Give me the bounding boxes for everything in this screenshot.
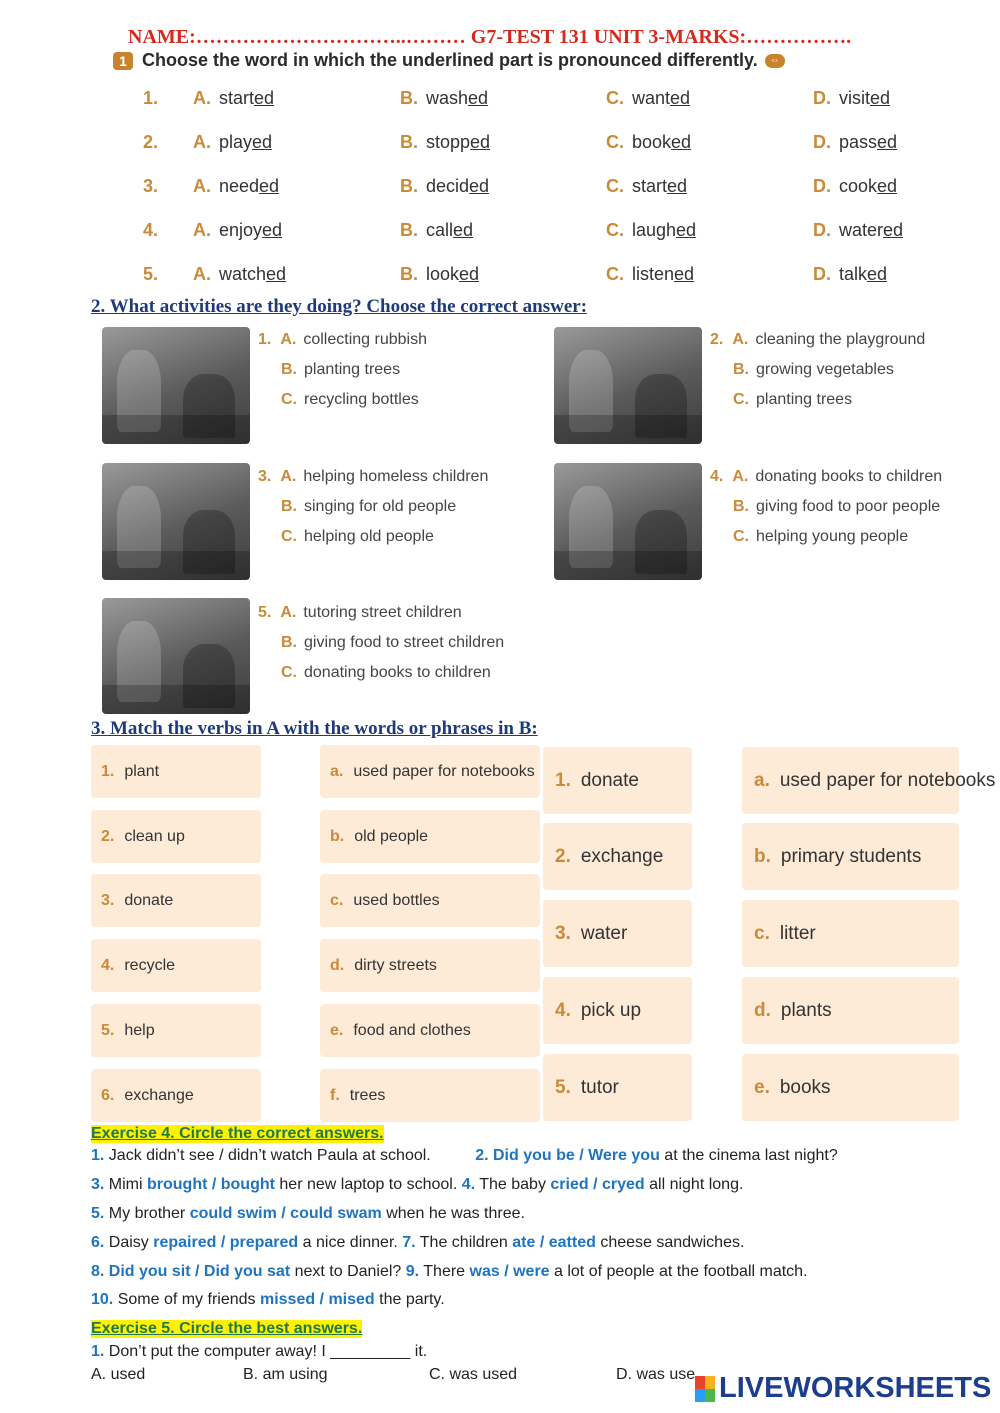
match-card[interactable]: [742, 977, 959, 1044]
underlined-part: ed: [262, 220, 283, 240]
sentence-text: at the cinema last night?: [659, 1147, 838, 1164]
match-card[interactable]: [91, 1069, 261, 1122]
card-key: 3.: [101, 891, 115, 909]
option-text: collecting rubbish: [303, 331, 427, 348]
sentence-text: My brother: [104, 1205, 190, 1222]
card-text: exchange: [124, 1086, 194, 1104]
answer-option[interactable]: [193, 88, 274, 109]
match-card[interactable]: [91, 745, 261, 798]
exercise5-title: Exercise 5. Circle the best answers.: [91, 1320, 363, 1337]
option-letter: C.: [281, 664, 297, 681]
answer-choice[interactable]: cried / cryed: [550, 1176, 645, 1193]
card-text: pick up: [580, 999, 642, 1021]
option-text: growing vegetables: [756, 361, 894, 378]
answer-option[interactable]: [193, 132, 272, 153]
activity-option[interactable]: [733, 385, 852, 415]
card-key: d.: [754, 999, 771, 1021]
answer-choice[interactable]: missed / mised: [259, 1291, 375, 1308]
answer-choice[interactable]: was / were: [469, 1263, 550, 1280]
answer-option[interactable]: [606, 132, 691, 153]
option-letter: B.: [400, 220, 418, 240]
question-number: 4.: [143, 220, 159, 240]
option-letter: C.: [606, 132, 624, 152]
answer-option[interactable]: [193, 176, 279, 197]
activity-option[interactable]: [258, 325, 427, 355]
underlined-part: ed: [470, 132, 491, 152]
option-stem: cook: [839, 176, 878, 196]
answer-option[interactable]: [606, 220, 696, 241]
option-letter: B.: [281, 361, 297, 378]
option-letter: A.: [193, 88, 211, 108]
logo-mark-icon: [695, 1376, 715, 1402]
answer-option[interactable]: D. was use: [616, 1366, 696, 1383]
question-row: [0, 264, 1000, 294]
sentence-text: Daisy: [104, 1234, 154, 1251]
answer-choice[interactable]: 10.: [91, 1291, 114, 1308]
card-text: books: [779, 1076, 831, 1098]
answer-choice[interactable]: repaired / prepared: [153, 1234, 299, 1251]
exercise4-line: [91, 1205, 525, 1223]
option-letter: B.: [281, 498, 297, 515]
activity-option[interactable]: [710, 462, 942, 492]
option-stem: enjoy: [219, 220, 263, 240]
answer-option[interactable]: [400, 88, 488, 109]
question-row: [0, 88, 1000, 118]
option-letter: A.: [193, 264, 211, 284]
card-text: litter: [779, 922, 816, 944]
card-text: trees: [349, 1086, 386, 1104]
card-text: primary students: [780, 845, 922, 867]
match-card[interactable]: [742, 1054, 959, 1121]
option-stem: watch: [219, 264, 267, 284]
answer-option[interactable]: [193, 264, 286, 285]
answer-choice[interactable]: 2. Did you be / Were you: [475, 1147, 660, 1164]
match-card[interactable]: [742, 747, 996, 814]
option-stem: decid: [426, 176, 470, 196]
option-stem: play: [219, 132, 253, 152]
option-letter: A.: [280, 331, 297, 348]
question-number: 1.: [143, 88, 159, 108]
option-stem: need: [219, 176, 260, 196]
card-key: a.: [754, 769, 770, 791]
card-key: 1.: [101, 762, 115, 780]
question-number: 3.: [143, 176, 159, 196]
card-key: 4.: [555, 999, 571, 1021]
exercise4-title: Exercise 4. Circle the correct answers.: [91, 1125, 384, 1142]
activity-option[interactable]: [733, 522, 908, 552]
match-card[interactable]: [320, 745, 540, 798]
option-letter: B.: [400, 88, 418, 108]
match-card[interactable]: [91, 939, 261, 992]
card-key: 6.: [101, 1086, 115, 1104]
option-text: recycling bottles: [304, 391, 419, 408]
match-card[interactable]: [320, 939, 540, 992]
card-text: used paper for notebooks: [779, 769, 996, 791]
answer-option[interactable]: [813, 176, 897, 197]
card-text: recycle: [124, 956, 176, 974]
card-key: 5.: [555, 1076, 571, 1098]
option-stem: want: [632, 88, 671, 108]
card-text: donate: [124, 891, 174, 909]
underlined-part: ed: [671, 132, 692, 152]
option-text: tutoring street children: [303, 604, 462, 621]
card-text: old people: [354, 827, 429, 845]
option-stem: pass: [839, 132, 878, 152]
exercise4-line: [91, 1147, 838, 1165]
sentence-text: Mimi: [104, 1176, 147, 1193]
match-card[interactable]: [543, 900, 692, 967]
sentence-text: Jack didn’t see / didn’t watch Paula at school.: [104, 1147, 476, 1164]
answer-choice[interactable]: 4.: [461, 1176, 476, 1193]
activity-option[interactable]: [281, 522, 434, 552]
answer-option[interactable]: [813, 264, 887, 285]
option-letter: B.: [733, 361, 749, 378]
underlined-part: ed: [453, 220, 474, 240]
card-key: 3.: [555, 922, 571, 944]
underlined-part: ed: [674, 264, 695, 284]
option-letter: A.: [732, 468, 749, 485]
option-text: donating books to children: [755, 468, 943, 485]
answer-option[interactable]: C. was used: [429, 1366, 518, 1383]
answer-choice[interactable]: 5.: [91, 1205, 105, 1222]
answer-option[interactable]: [606, 264, 694, 285]
activity-photo: [102, 598, 250, 714]
activity-option[interactable]: [733, 355, 894, 385]
item-number: 4.: [710, 468, 724, 485]
sentence-text: all night long.: [644, 1176, 744, 1193]
match-card[interactable]: [543, 747, 692, 814]
underlined-part: ed: [259, 176, 280, 196]
sentence-text: There: [419, 1263, 470, 1280]
card-key: 5.: [101, 1021, 115, 1039]
item-number: 3.: [258, 468, 272, 485]
exercise4-line: [91, 1234, 744, 1252]
match-card[interactable]: [91, 874, 261, 927]
question-number: 2.: [143, 132, 159, 152]
option-letter: A.: [193, 176, 211, 196]
option-text: helping young people: [756, 528, 909, 545]
card-key: a.: [330, 762, 344, 780]
sentence-text: when he was three.: [381, 1205, 525, 1222]
activity-option[interactable]: [281, 355, 400, 385]
answer-choice[interactable]: 9.: [405, 1263, 420, 1280]
option-letter: A.: [732, 331, 749, 348]
option-letter: C.: [606, 264, 624, 284]
answer-option[interactable]: [813, 132, 897, 153]
option-letter: C.: [281, 528, 297, 545]
underlined-part: ed: [468, 88, 489, 108]
sentence-text: The baby: [475, 1176, 551, 1193]
answer-option[interactable]: B. am using: [243, 1366, 328, 1383]
option-letter: A.: [280, 468, 297, 485]
underlined-part: ed: [667, 176, 688, 196]
card-key: c.: [330, 891, 344, 909]
section2-title: 2. What activities are they doing? Choose the correct answer:: [91, 296, 588, 317]
option-stem: start: [219, 88, 255, 108]
option-letter: B.: [733, 498, 749, 515]
sentence-text: Some of my friends: [113, 1291, 260, 1308]
option-text: cleaning the playground: [755, 331, 926, 348]
option-letter: C.: [606, 220, 624, 240]
sentence-text: a nice dinner.: [298, 1234, 403, 1251]
underlined-part: ed: [252, 132, 273, 152]
card-key: c.: [754, 922, 770, 944]
question-row: [0, 176, 1000, 206]
answer-option[interactable]: [400, 132, 490, 153]
match-card[interactable]: [742, 900, 959, 967]
answer-option[interactable]: A. used: [91, 1366, 146, 1383]
card-text: tutor: [580, 1076, 619, 1098]
activity-option[interactable]: [281, 492, 456, 522]
underlined-part: ed: [867, 264, 888, 284]
match-card[interactable]: [543, 977, 692, 1044]
swap-icon: ⇔: [765, 54, 785, 68]
option-letter: C.: [606, 176, 624, 196]
card-text: exchange: [580, 845, 664, 867]
activity-option[interactable]: [733, 492, 940, 522]
option-stem: listen: [632, 264, 675, 284]
option-letter: D.: [813, 176, 831, 196]
answer-option[interactable]: [400, 264, 479, 285]
sentence-text: the party.: [374, 1291, 445, 1308]
exercise4-line: [91, 1263, 808, 1281]
option-stem: talk: [839, 264, 868, 284]
page-header: NAME:…………………………..……… G7-TEST 131 UNIT 3-MARKS:…………….: [128, 26, 852, 48]
section1-number-badge: 1: [113, 52, 133, 70]
option-text: giving food to poor people: [756, 498, 941, 515]
underlined-part: ed: [670, 88, 691, 108]
option-stem: start: [632, 176, 668, 196]
underlined-part: ed: [676, 220, 697, 240]
answer-option[interactable]: [813, 220, 903, 241]
exercise4-line: [91, 1176, 743, 1194]
card-key: b.: [754, 845, 771, 867]
card-text: plant: [124, 762, 160, 780]
exercise5-question-1: [91, 1343, 427, 1361]
option-text: singing for old people: [304, 498, 457, 515]
question-number: 1.: [91, 1343, 105, 1360]
underlined-part: ed: [266, 264, 287, 284]
option-stem: visit: [839, 88, 870, 108]
answer-option[interactable]: [606, 88, 690, 109]
card-text: help: [124, 1021, 155, 1039]
card-text: dirty streets: [354, 956, 437, 974]
sentence-text: her new laptop to school.: [274, 1176, 462, 1193]
question-row: [0, 132, 1000, 162]
activity-option[interactable]: [281, 658, 491, 688]
card-text: donate: [580, 769, 639, 791]
activity-option[interactable]: [281, 628, 504, 658]
option-letter: D.: [813, 264, 831, 284]
option-stem: look: [426, 264, 460, 284]
underlined-part: ed: [870, 88, 891, 108]
activity-photo: [554, 327, 702, 444]
sentence-text: cheese sandwiches.: [595, 1234, 745, 1251]
section1-title: [113, 50, 785, 71]
match-card[interactable]: [320, 810, 540, 863]
match-card[interactable]: [91, 810, 261, 863]
sentence-text: a lot of people at the football match.: [549, 1263, 808, 1280]
answer-choice[interactable]: 7.: [402, 1234, 416, 1251]
option-letter: B.: [400, 264, 418, 284]
underlined-part: ed: [877, 176, 898, 196]
underlined-part: ed: [459, 264, 480, 284]
card-key: 2.: [555, 845, 571, 867]
activity-option[interactable]: [281, 385, 419, 415]
answer-option[interactable]: [400, 176, 489, 197]
match-card[interactable]: [543, 823, 692, 890]
answer-choice[interactable]: brought / bought: [147, 1176, 275, 1193]
underlined-part: ed: [877, 132, 898, 152]
option-letter: C.: [733, 391, 749, 408]
answer-choice[interactable]: ate / eatted: [512, 1234, 596, 1251]
card-key: 4.: [101, 956, 115, 974]
card-text: water: [580, 922, 628, 944]
option-text: donating books to children: [304, 664, 491, 681]
liveworksheets-logo: [695, 1372, 991, 1405]
answer-choice[interactable]: 3.: [91, 1176, 105, 1193]
card-key: e.: [754, 1076, 770, 1098]
option-text: helping homeless children: [303, 468, 489, 485]
item-number: 1.: [258, 331, 272, 348]
option-letter: C.: [606, 88, 624, 108]
underlined-part: ed: [883, 220, 904, 240]
option-text: planting trees: [756, 391, 853, 408]
option-stem: laugh: [632, 220, 677, 240]
option-text: planting trees: [304, 361, 401, 378]
card-key: d.: [330, 956, 345, 974]
option-letter: B.: [281, 634, 297, 651]
section3-title: 3. Match the verbs in A with the words or phrases in B:: [91, 718, 538, 739]
option-letter: A.: [193, 220, 211, 240]
activity-photo: [554, 463, 702, 580]
option-letter: A.: [193, 132, 211, 152]
question-text: Don’t put the computer away! I _________ it.: [104, 1343, 428, 1360]
underlined-part: ed: [254, 88, 275, 108]
activity-option[interactable]: [258, 598, 462, 628]
option-letter: D.: [813, 88, 831, 108]
logo-text: LIVEWORKSHEETS: [719, 1372, 992, 1404]
section1-instruction: Choose the word in which the underlined part is pronounced differently.: [142, 50, 758, 70]
card-text: used paper for notebooks: [353, 762, 535, 780]
card-text: used bottles: [353, 891, 440, 909]
option-text: helping old people: [304, 528, 434, 545]
match-card[interactable]: [91, 1004, 261, 1057]
match-card[interactable]: [742, 823, 959, 890]
option-letter: D.: [813, 220, 831, 240]
option-letter: B.: [400, 132, 418, 152]
card-text: clean up: [124, 827, 185, 845]
option-stem: stopp: [426, 132, 471, 152]
card-key: e.: [330, 1021, 344, 1039]
exercise4-line: [91, 1291, 445, 1309]
answer-choice[interactable]: could swim / could swam: [189, 1205, 382, 1222]
answer-option[interactable]: [400, 220, 473, 241]
match-card[interactable]: [543, 1054, 692, 1121]
answer-option[interactable]: [813, 88, 890, 109]
answer-choice[interactable]: 6.: [91, 1234, 105, 1251]
question-row: [0, 220, 1000, 250]
item-number: 2.: [710, 331, 724, 348]
card-key: b.: [330, 827, 345, 845]
card-text: food and clothes: [353, 1021, 471, 1039]
sentence-text: next to Daniel?: [290, 1263, 406, 1280]
option-letter: B.: [400, 176, 418, 196]
activity-option[interactable]: [258, 462, 488, 492]
option-letter: D.: [813, 132, 831, 152]
option-letter: C.: [733, 528, 749, 545]
underlined-part: ed: [469, 176, 490, 196]
match-card[interactable]: [320, 874, 540, 927]
activity-photo: [102, 463, 250, 580]
option-stem: book: [632, 132, 672, 152]
option-stem: wash: [426, 88, 469, 108]
answer-option[interactable]: [606, 176, 687, 197]
card-key: 2.: [101, 827, 115, 845]
option-stem: water: [839, 220, 884, 240]
activity-option[interactable]: [710, 325, 925, 355]
option-letter: A.: [280, 604, 297, 621]
answer-choice[interactable]: 8. Did you sit / Did you sat: [91, 1263, 291, 1280]
question-number: 5.: [143, 264, 159, 284]
answer-choice[interactable]: 1.: [91, 1147, 105, 1164]
sentence-text: The children: [415, 1234, 513, 1251]
match-card[interactable]: [320, 1069, 540, 1122]
answer-option[interactable]: [193, 220, 282, 241]
option-text: giving food to street children: [304, 634, 505, 651]
activity-photo: [102, 327, 250, 444]
card-key: 1.: [555, 769, 571, 791]
card-key: f.: [330, 1086, 340, 1104]
option-letter: C.: [281, 391, 297, 408]
match-card[interactable]: [320, 1004, 540, 1057]
card-text: plants: [780, 999, 832, 1021]
option-stem: call: [426, 220, 454, 240]
item-number: 5.: [258, 604, 272, 621]
